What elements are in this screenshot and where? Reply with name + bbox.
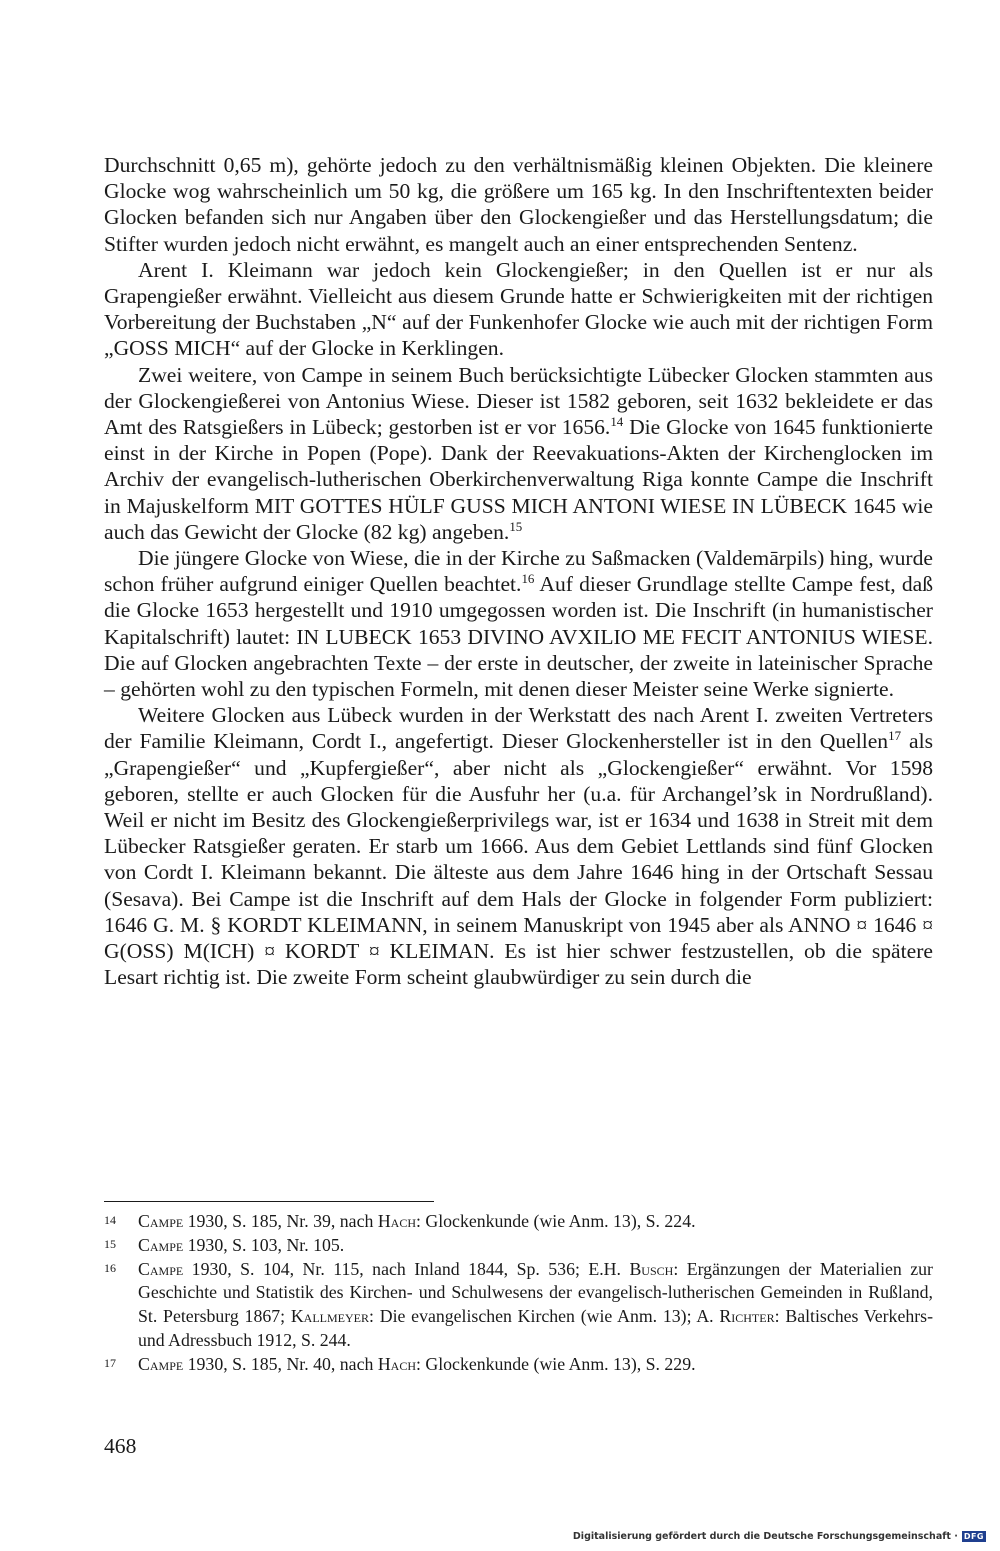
- paragraph-3-text-a: Zwei weitere, von Campe in seinem Buch berücksichtigte Lübecker Glocken stammten aus der Glockengießerei von Antonius Wiese. Dieser ist 1582 geboren, seit 1632 bekleidete er das Amt des Ratsgießers in Lübeck; gestorben ist er vor 1656.: [104, 362, 933, 440]
- footnote-ref-16[interactable]: 16: [521, 571, 535, 587]
- footnote-segment: : Ergänzungen der Materialien zur Geschichte und Statistik des Kirchen- und Schulwesens der evangelisch-lutherischen Gemeinden in Rußland, St. Petersburg 1867;: [138, 1258, 933, 1327]
- footnote-ref-15[interactable]: 15: [509, 518, 523, 534]
- footnote-divider: [104, 1201, 434, 1202]
- author-name: Kallmeyer: [290, 1306, 370, 1327]
- footnote-text: [138, 1210, 933, 1234]
- paragraph-5: [104, 702, 933, 990]
- footnote-number: 14: [104, 1213, 116, 1227]
- author-name: Campe: [138, 1211, 184, 1231]
- author-name: Richter: [719, 1306, 775, 1327]
- footnote-segment: : Baltisches Verkehrs- und Adressbuch 1912, S. 244.: [138, 1306, 933, 1350]
- footnote-segment: : Glockenkunde (wie Anm. 13), S. 224.: [416, 1211, 696, 1231]
- footnote-text: [138, 1353, 933, 1377]
- footnote-segment: : Glockenkunde (wie Anm. 13), S. 229.: [416, 1353, 696, 1374]
- paragraph-3-text-b: Die Glocke von 1645 funktionierte einst in der Kirche in Popen (Pope). Dank der Reevakuations-Akten der Kirchenglocken im Archiv der evangelisch-lutherischen Oberkirchenverwaltung Riga konnte Campe die Inschrift in Majuskelform MIT GOTTES HÜLF GUSS MICH ANTONI WIESE IN LÜBECK 1645 wie auch das Gewicht der Glocke (82 kg) angeben.: [104, 415, 933, 544]
- author-name: Campe: [138, 1353, 184, 1374]
- credit-text: Digitalisierung gefördert durch die Deutsche Forschungsgemeinschaft ·: [572, 1531, 958, 1542]
- footnote-segment: 1930, S. 103, Nr. 105.: [183, 1234, 345, 1255]
- footnote-text: [138, 1258, 933, 1353]
- footnote-number: 17: [104, 1355, 116, 1370]
- footnote-number: 15: [104, 1236, 116, 1251]
- footnote-segment: : Die evangelischen Kirchen (wie Anm. 13); A.: [369, 1306, 720, 1327]
- footnote-text: [138, 1234, 933, 1258]
- footnote-17: [104, 1353, 933, 1377]
- author-name: Busch: [629, 1258, 674, 1279]
- paragraph-4-text-a: Die jüngere Glocke von Wiese, die in der Kirche zu Saßmacken (Valdemārpils) hing, wurde schon früher aufgrund einiger Quellen beachtet.: [104, 546, 933, 597]
- footnote-15: [104, 1234, 933, 1258]
- dfg-logo-icon: DFG: [963, 1532, 984, 1541]
- paragraph-3: [104, 362, 933, 545]
- footnote-segment: 1930, S. 185, Nr. 40, nach: [183, 1353, 378, 1374]
- paragraph-1: Durchschnitt 0,65 m), gehörte jedoch zu den verhältnismäßig kleinen Objekten. Die kleinere Glocke wog wahrscheinlich um 50 kg, die größere um 165 kg. In den Inschriftentexten beider Glocken befanden sich nur Angaben über den Glockengießer und das Herstellungsdatum; die Stifter wurden jedoch nicht erwähnt, es mangelt auch an einer entsprechenden Sentenz.: [104, 153, 933, 256]
- footnote-number: 16: [104, 1260, 116, 1275]
- author-name: Campe: [138, 1234, 184, 1255]
- page-number: 468: [104, 1434, 137, 1458]
- footnote-ref-17[interactable]: 17: [888, 728, 902, 744]
- footnote-ref-14[interactable]: 14: [610, 413, 624, 429]
- digitization-credit: [573, 1531, 986, 1542]
- paragraph-2: Arent I. Kleimann war jedoch kein Glockengießer; in den Quellen ist er nur als Grapengießer erwähnt. Vielleicht aus diesem Grunde hatte er Schwierigkeiten mit der richtigen Vorbereitung der Buchstaben „N“ auf der Funkenhofer Glocke wie auch mit der richtigen Form „GOSS MICH“ auf der Glocke in Kerklingen.: [104, 257, 933, 361]
- main-text: [104, 152, 933, 991]
- footnote-segment: 1930, S. 104, Nr. 115, nach Inland 1844, Sp. 536; E.H.: [183, 1258, 630, 1279]
- footnotes: [104, 1210, 933, 1377]
- author-name: Campe: [138, 1258, 184, 1279]
- author-name: Hach: [377, 1353, 416, 1374]
- footnote-14: [104, 1210, 933, 1234]
- paragraph-4-text-b: Auf dieser Grundlage stellte Campe fest, daß die Glocke 1653 hergestellt und 1910 umgegossen worden ist. Die Inschrift (in humanistischer Kapitalschrift) lautet: IN LUBECK 1653 DIVINO AVXILIO ME FECIT ANTONIUS WIESE. Die auf Glocken angebrachten Texte – der erste in deutscher, der zweite in lateinischer Sprache – gehörten wohl zu den typischen Formeln, mit denen dieser Meister seine Werke signierte.: [104, 572, 933, 702]
- paragraph-5-text-a: Weitere Glocken aus Lübeck wurden in der Werkstatt des nach Arent I. zweiten Vertreters der Familie Kleimann, Cordt I., angefertigt. Dieser Glockenhersteller ist in den Quellen: [104, 703, 933, 754]
- author-name: Hach: [377, 1211, 416, 1231]
- footnote-16: [104, 1258, 933, 1353]
- paragraph-4: [104, 545, 933, 702]
- footnote-segment: 1930, S. 185, Nr. 39, nach: [183, 1211, 378, 1231]
- paragraph-5-text-b: als „Grapengießer“ und „Kupfergießer“, aber nicht als „Glockengießer“ erwähnt. Vor 1598 geboren, stellte er auch Glocken für die Ausfuhr her (u.a. für Archangel’sk in Nordrußland). Weil er nicht im Besitz des Glockengießerprivilegs war, ist er 1634 und 1638 in Streit mit dem Lübecker Ratsgießer geraten. Er starb um 1666. Aus dem Gebiet Lettlands sind fünf Glocken von Cordt I. Kleimann bekannt. Die älteste aus dem Jahre 1646 hing in der Ortschaft Sessau (Sesava). Bei Campe ist die Inschrift auf dem Hals der Glocke in folgender Form publiziert: 1646 G. M. § KORDT KLEIMANN, in seinem Manuskript von 1945 aber als ANNO ¤ 1646 ¤ G(OSS) M(ICH) ¤ KORDT ¤ KLEIMAN. Es ist hier schwer festzustellen, ob die spätere Lesart richtig ist. Die zweite Form scheint glaubwürdiger zu sein durch die: [104, 729, 933, 990]
